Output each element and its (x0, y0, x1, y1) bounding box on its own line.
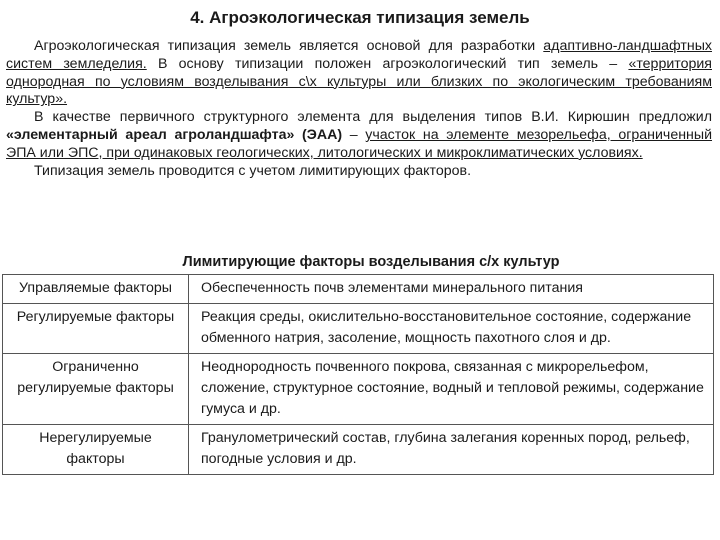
slide-title: 4. Агроэкологическая типизация земель (190, 8, 530, 27)
p2-bold-term: «элементарный ареал агроландшафта» (ЭАА) (6, 126, 343, 143)
factor-category: Управляемые факторы (3, 275, 189, 304)
paragraph-1 (6, 38, 712, 109)
p1-text: Агроэкологическая типизация земель является основой для разработки (34, 38, 544, 54)
table-row (3, 275, 714, 304)
factors-table (2, 274, 714, 475)
factor-category: Ограниченно регулируемые факторы (3, 354, 189, 425)
p2-dash: – (342, 126, 366, 143)
paragraph-3: Типизация земель проводится с учетом лимитирующих факторов. (34, 162, 472, 179)
factor-description: Неоднородность почвенного покрова, связанная с микрорельефом, сложение, структурное состояние, водный и тепловой режимы, содержание гумуса и др. (189, 354, 714, 425)
p1-definition: «территория однородная по условиям возделывания с\х культуры или близких по экологическим требованиям культур». (6, 55, 712, 108)
p1-text-2: В основу типизации положен агроэкологический тип земель – (146, 55, 629, 72)
factor-description: Гранулометрический состав, глубина залегания коренных пород, рельеф, погодные условия и др. (189, 425, 714, 475)
paragraph-2 (6, 109, 712, 162)
table-row (3, 354, 714, 425)
factor-description: Обеспеченность почв элементами минерального питания (189, 275, 714, 304)
p1-underlined-term: адаптивно-ландшафтных систем земледелия. (6, 38, 712, 72)
body-text (6, 38, 712, 180)
p2-definition: участок на элементе мезорельефа, ограниченный ЭПА или ЭПС, при одинаковых геологических, литологических и микроклиматических условиях. (6, 126, 713, 161)
table-caption: Лимитирующие факторы возделывания с/х культур (182, 254, 560, 270)
table-row (3, 304, 714, 354)
table-row (3, 425, 714, 475)
factor-category: Нерегулируемые факторы (3, 425, 189, 475)
factor-description: Реакция среды, окислительно-восстановительное состояние, содержание обменного натрия, засоление, мощность пахотного слоя и др. (189, 304, 714, 354)
p2-text: В качестве первичного структурного элемента для выделения типов В.И. Кирюшин предложил (34, 109, 712, 126)
factor-category: Регулируемые факторы (3, 304, 189, 354)
